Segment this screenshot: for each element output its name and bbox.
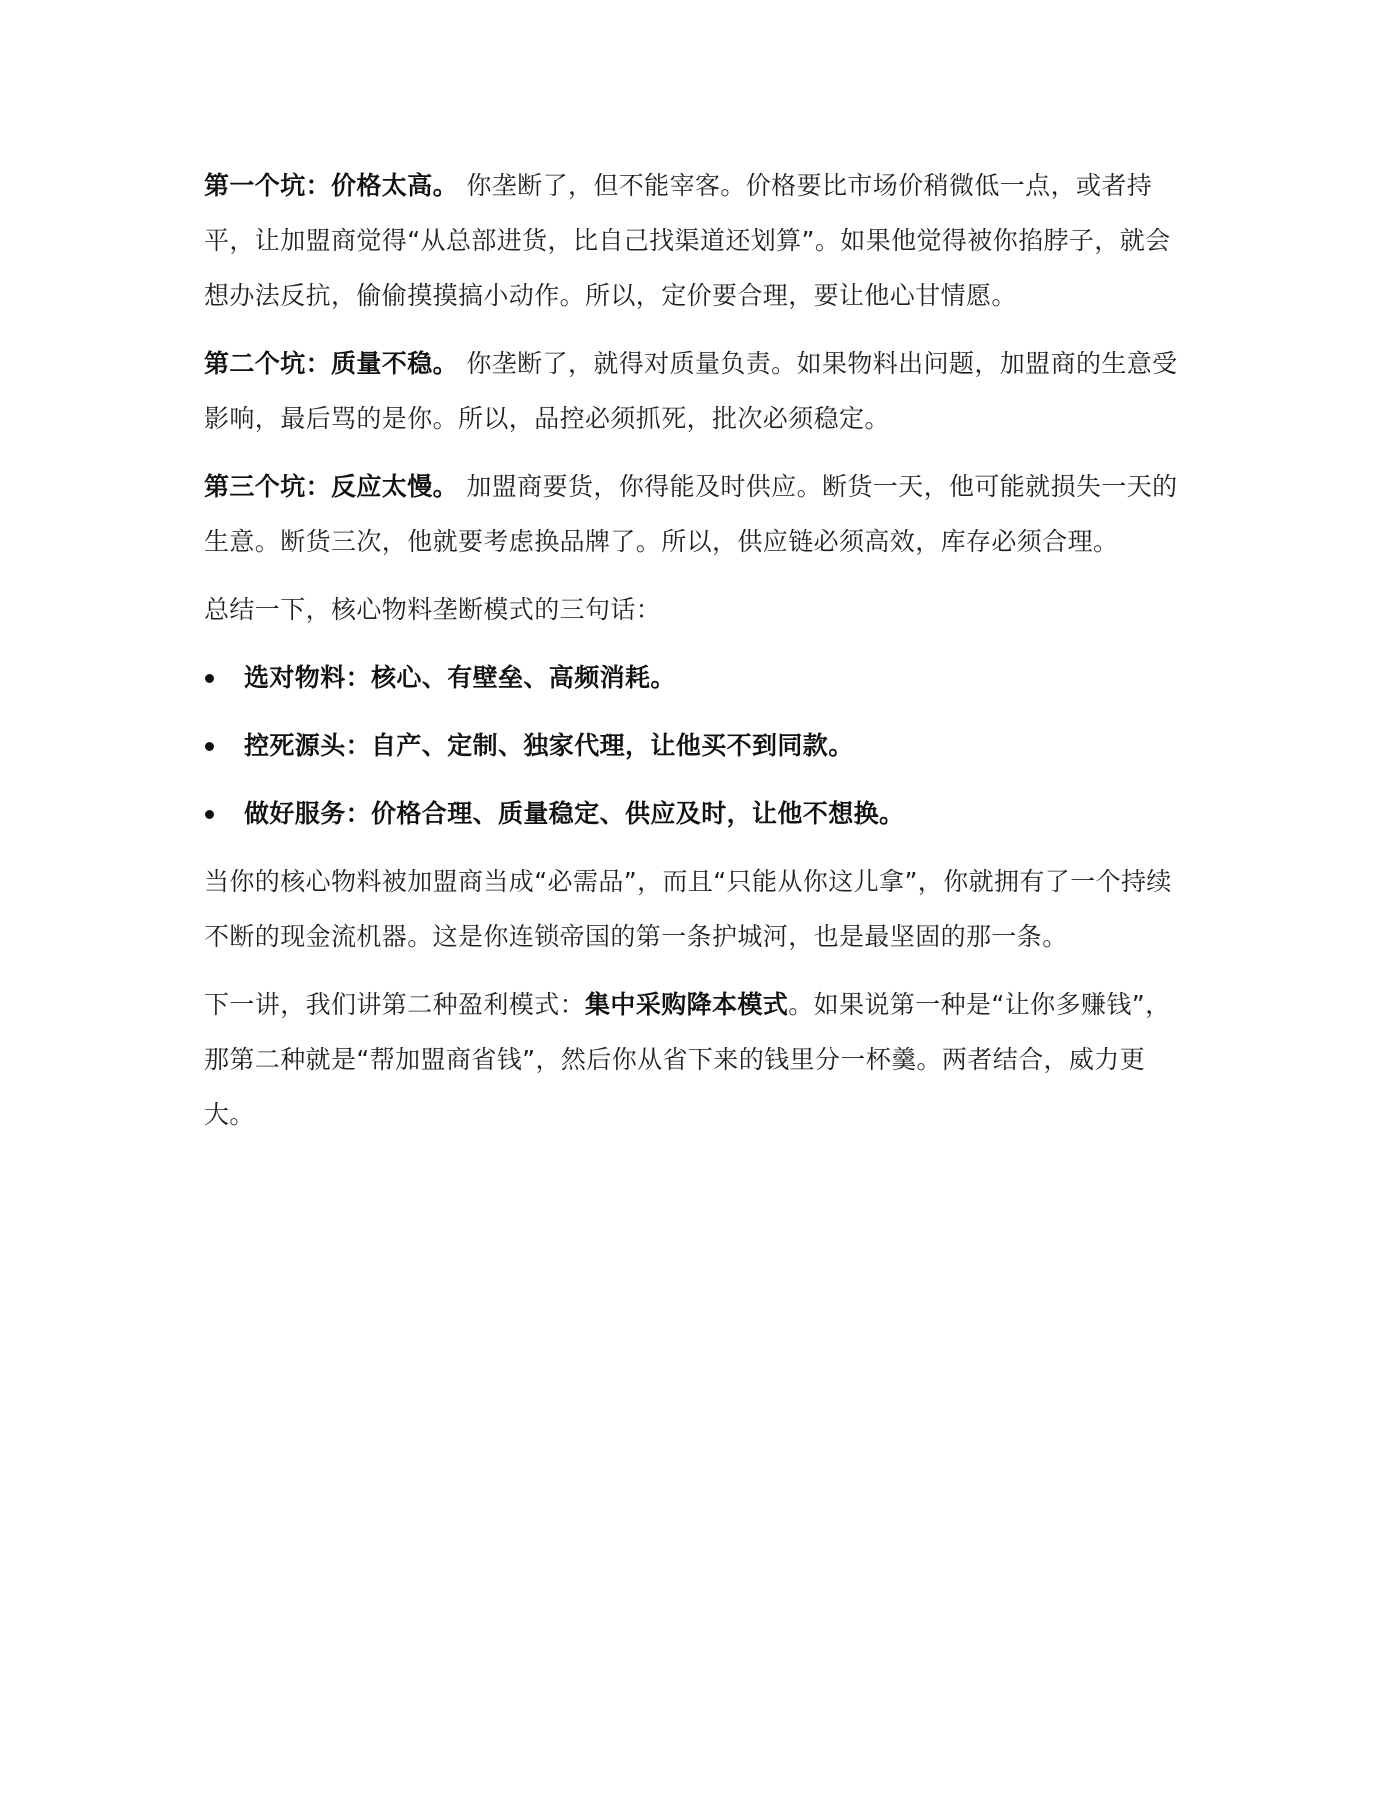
next-lecture-intro: 下一讲，我们讲第二种盈利模式：: [204, 990, 586, 1019]
pitfall-speed-paragraph: [204, 459, 1194, 569]
pitfall-price-text: 你垄断了，但不能宰客。价格要比市场价稍微低一点，或者持平，让加盟商觉得“从总部进货，比自己找渠道还划算”。如果他觉得被你掐脖子，就会想办法反抗，偷偷摸摸搞小动作。所以，定价要合理，要让他心甘情愿。: [204, 171, 1171, 310]
list-item-text: 选对物料：核心、有壁垒、高频消耗。: [244, 663, 676, 692]
list-item: [204, 650, 1194, 705]
list-item: [204, 718, 1194, 773]
bullet-icon: [205, 810, 214, 819]
closing-paragraph: 当你的核心物料被加盟商当成“必需品”，而且“只能从你这儿拿”，你就拥有了一个持续不断的现金流机器。这是你连锁帝国的第一条护城河，也是最坚固的那一条。: [204, 867, 1172, 951]
next-lecture-paragraph: [204, 977, 1194, 1142]
list-item-text: 控死源头：自产、定制、独家代理，让他买不到同款。: [244, 731, 854, 760]
pitfall-quality-heading: 第二个坑：质量不稳。: [204, 349, 459, 378]
next-lecture-topic: 集中采购降本模式: [585, 990, 789, 1019]
pitfall-price-heading: 第一个坑：价格太高。: [204, 171, 459, 200]
pitfall-quality-paragraph: [204, 336, 1194, 446]
summary-list: [204, 650, 1194, 841]
document-page: [204, 158, 1194, 1155]
pitfall-speed-text: 加盟商要货，你得能及时供应。断货一天，他可能就损失一天的生意。断货三次，他就要考虑换品牌了。所以，供应链必须高效，库存必须合理。: [204, 472, 1178, 556]
summary-intro: 总结一下，核心物料垄断模式的三句话：: [204, 595, 662, 624]
list-item: [204, 786, 1194, 841]
pitfall-speed-heading: 第三个坑：反应太慢。: [204, 472, 459, 501]
list-item-text: 做好服务：价格合理、质量稳定、供应及时，让他不想换。: [244, 799, 905, 828]
next-lecture-text: 。如果说第一种是“让你多赚钱”，那第二种就是“帮加盟商省钱”，然后你从省下来的钱里分一杯羹。两者结合，威力更大。: [204, 990, 1171, 1129]
bullet-icon: [205, 674, 214, 683]
pitfall-quality-text: 你垄断了，就得对质量负责。如果物料出问题，加盟商的生意受影响，最后骂的是你。所以，品控必须抓死，批次必须稳定。: [204, 349, 1178, 433]
pitfall-price-paragraph: [204, 158, 1194, 323]
bullet-icon: [205, 742, 214, 751]
